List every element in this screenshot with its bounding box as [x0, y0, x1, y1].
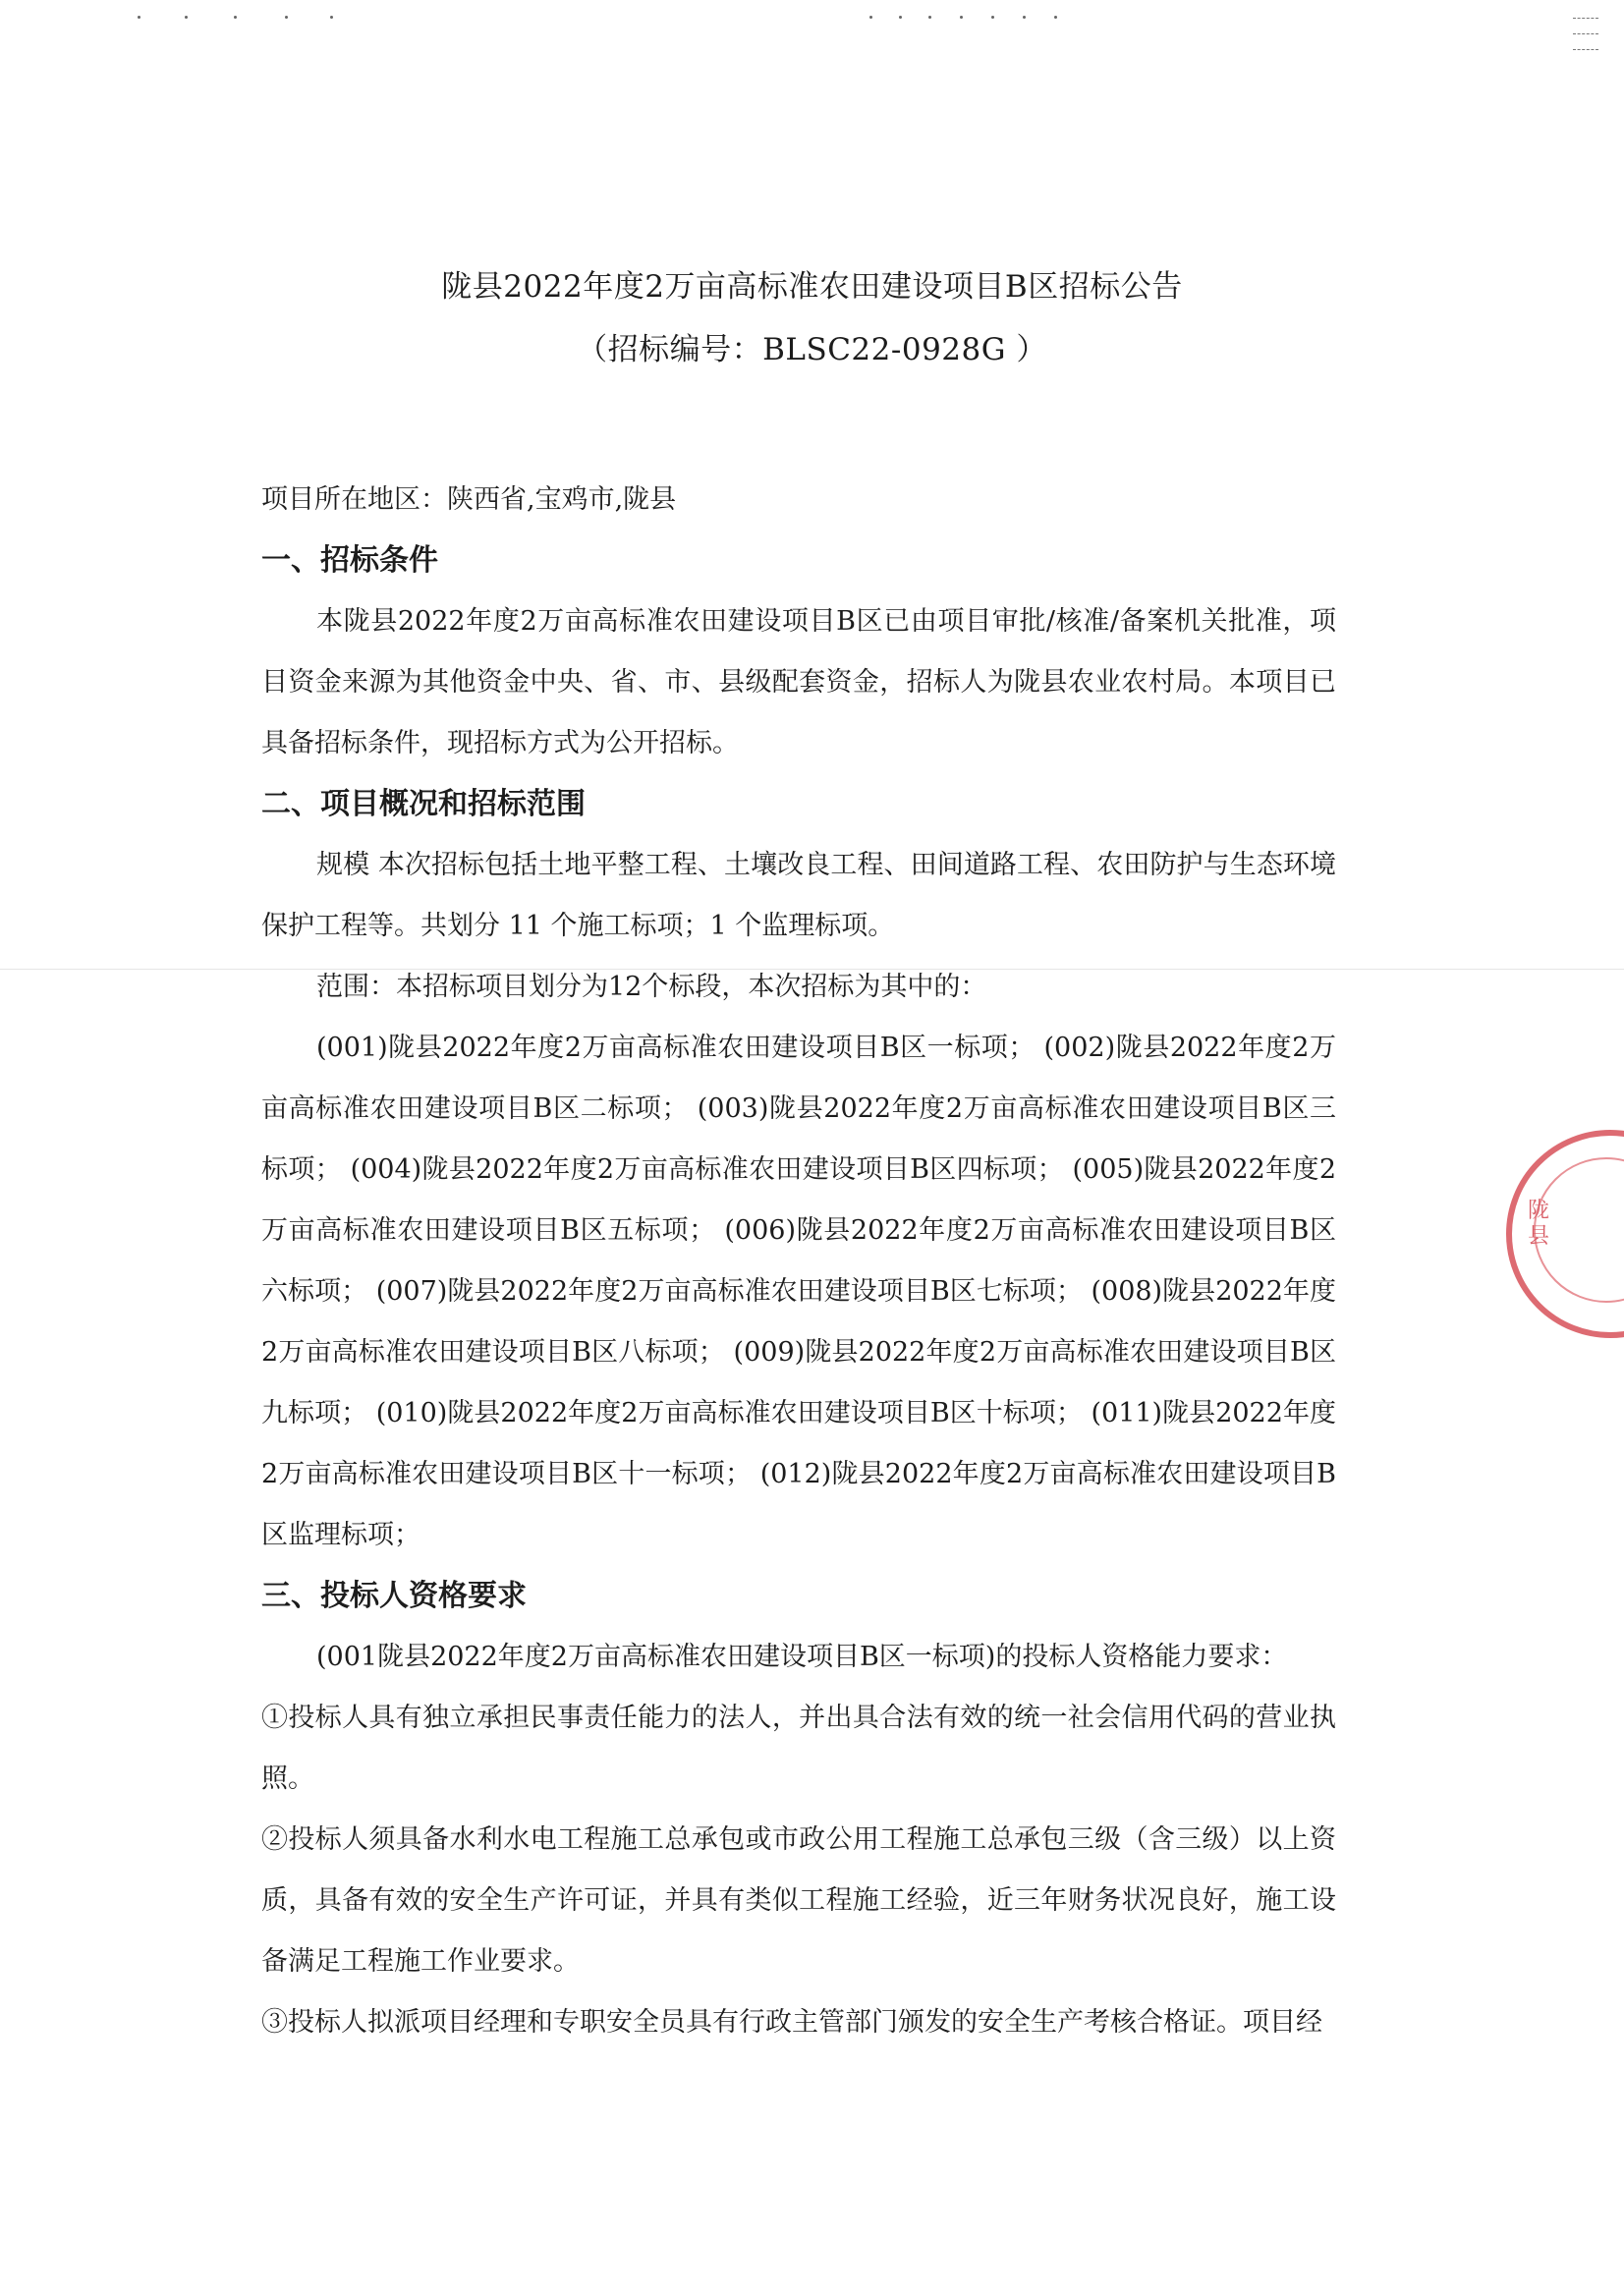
official-seal-stamp: [1506, 1130, 1624, 1338]
section-heading-1: 一、招标条件: [261, 543, 438, 578]
corner-scan-mark: [1573, 10, 1602, 49]
document-title: 陇县2022年度2万亩高标准农田建设项目B区招标公告: [441, 269, 1183, 305]
seal-text: 陇县: [1528, 1199, 1550, 1249]
section-heading-2: 二、项目概况和招标范围: [261, 787, 586, 821]
qualification-intro: (001陇县2022年度2万亩高标准农田建设项目B区一标项)的投标人资格能力要求：: [316, 1642, 1288, 1672]
scale-paragraph: 规模 本次招标包括土地平整工程、土壤改良工程、田间道路工程、农田防护与生态环境保护工程等。共划分 11 个施工标项；1 个监理标项。: [261, 850, 1336, 941]
document-body: [261, 470, 1336, 2053]
scan-artifact-left: [138, 14, 334, 22]
qualification-item-2: ②投标人须具备水利水电工程施工总承包或市政公用工程施工总承包三级（含三级）以上资质，具备有效的安全生产许可证，并具有类似工程施工经验，近三年财务状况良好，施工设备满足工程施工作业要求。: [261, 1824, 1336, 1977]
section-heading-3: 三、投标人资格要求: [261, 1579, 527, 1613]
lot-list-paragraph: (001)陇县2022年度2万亩高标准农田建设项目B区一标项； (002)陇县2022年度2万亩高标准农田建设项目B区二标项； (003)陇县2022年度2万亩高标准农田建设项目B区三标项； (004)陇县2022年度2万亩高标准农田建设项目B区四标项； (005)陇县2022年度2万亩高标准农田建设项目B区五标项； (006)陇县2022年度2万亩高标准农田建设项目B区六标项； (007)陇县2022年度2万亩高标准农田建设项目B区七标项； (008)陇县2022年度2万亩高标准农田建设项目B区八标项； (009)陇县2022年度2万亩高标准农田建设项目B区九标项； (010)陇县2022年度2万亩高标准农田建设项目B区十标项； (011)陇县2022年度2万亩高标准农田建设项目B区十一标项； (012)陇县2022年度2万亩高标准农田建设项目B区监理标项；: [261, 1033, 1336, 1550]
scope-paragraph: 范围：本招标项目划分为12个标段，本次招标为其中的：: [316, 972, 987, 1002]
scan-artifact-center: [869, 14, 1066, 22]
qualification-item-1: ①投标人具有独立承担民事责任能力的法人，并出具合法有效的统一社会信用代码的营业执照。: [261, 1703, 1336, 1794]
project-location: 项目所在地区：陕西省,宝鸡市,陇县: [261, 484, 677, 515]
bid-number: （招标编号：BLSC22-0928G ）: [577, 332, 1047, 367]
section-1-paragraph: 本陇县2022年度2万亩高标准农田建设项目B区已由项目审批/核准/备案机关批准，项目资金来源为其他资金中央、省、市、县级配套资金，招标人为陇县农业农村局。本项目已具备招标条件，现招标方式为公开招标。: [261, 606, 1336, 758]
qualification-item-3: ③投标人拟派项目经理和专职安全员具有行政主管部门颁发的安全生产考核合格证。项目经: [261, 2007, 1322, 2038]
